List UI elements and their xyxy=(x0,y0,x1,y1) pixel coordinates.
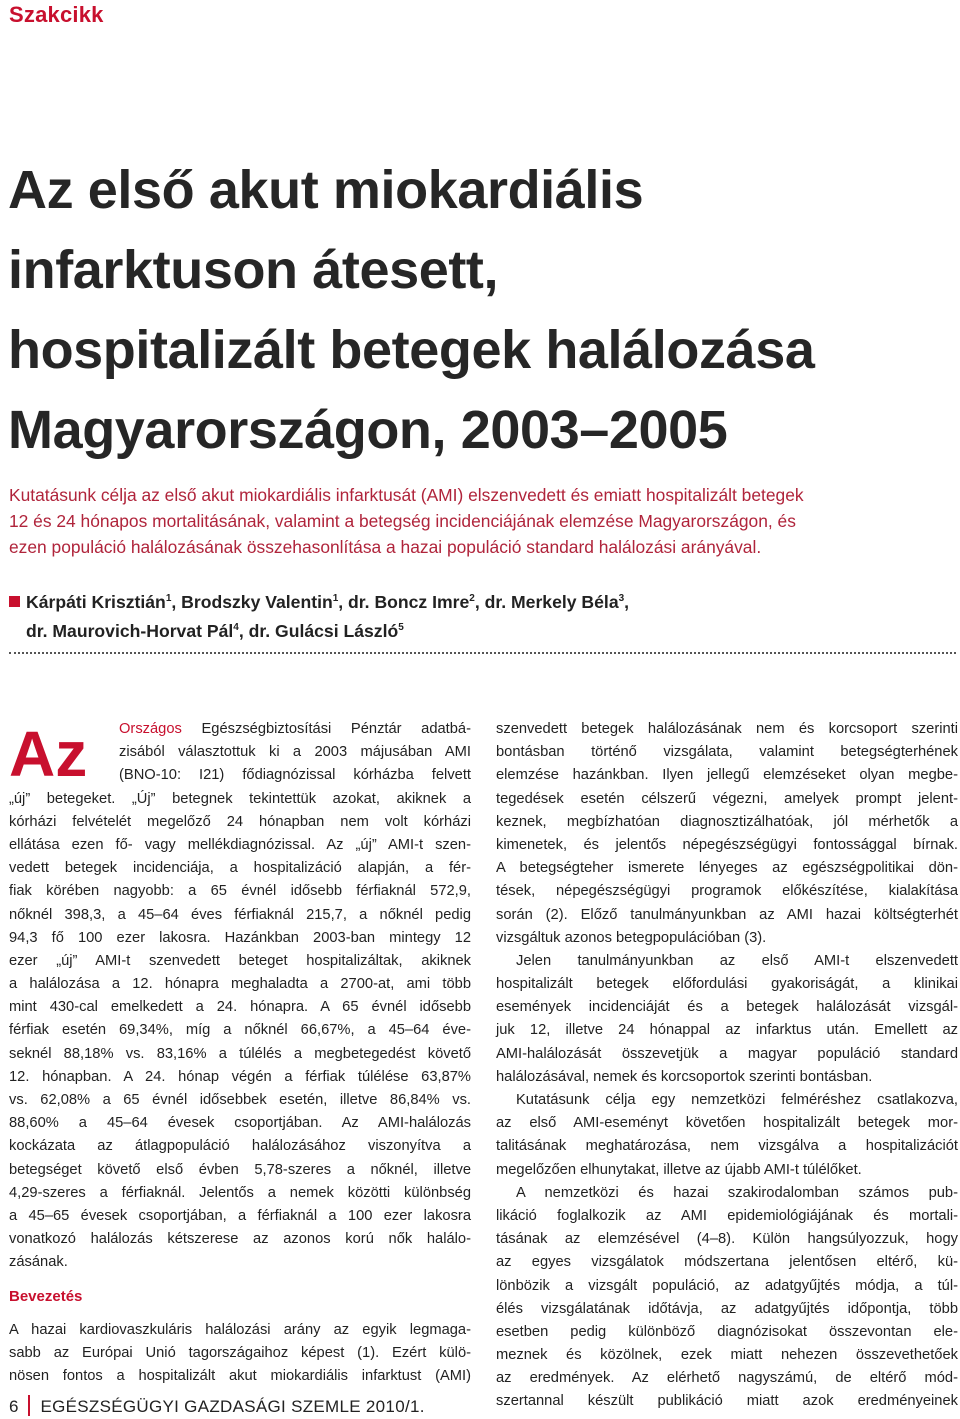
title-line: Az első akut miokardiális xyxy=(8,160,644,220)
affiliation-number: 1 xyxy=(332,593,339,604)
article-title xyxy=(8,150,953,470)
affiliation-number: 2 xyxy=(469,593,475,604)
bullet-square-icon xyxy=(9,596,20,607)
footer-separator xyxy=(28,1395,30,1416)
journal-name: EGÉSZSÉGÜGYI GAZDASÁGI SZEMLE 2010/1. xyxy=(40,1397,425,1416)
dotted-divider xyxy=(9,652,956,654)
body-line: nösen fontos a hospitalizált akut miokardiális infarktust (AMI) xyxy=(9,1368,471,1385)
body-line: halálozásával, nemek és korcsoportok szerinti bontásban. xyxy=(496,1068,873,1085)
body-line: „új” betegeket. „Új” betegnek tekintettük azokat, akiknek a xyxy=(9,790,471,807)
body-line: szenvedett betegek halálozásának nem és korcsoport szerinti xyxy=(496,721,958,737)
body-line: keznek, megbízhatóan diagnosztizálhatóak, jól mérhetők a xyxy=(496,813,958,830)
body-line: zásának. xyxy=(9,1254,68,1271)
body-line: az eredmények. Az elérhető nagyszámú, de eltérő mód- xyxy=(496,1370,958,1387)
affiliation-number: 4 xyxy=(233,621,239,633)
page-number: 6 xyxy=(9,1397,19,1416)
body-line: kimenetek, és jelentős népegészségügyi fontossággal bírnak. xyxy=(496,836,958,853)
author-name: Kárpáti Krisztián xyxy=(26,591,166,612)
body-line: nőknél 398,3, a 45–64 éves férfiaknál 215,7, a nőknél pedig xyxy=(9,906,471,923)
body-line: lönbözik a vizsgált populáció, az adatgyűjtés módja, a túl- xyxy=(496,1277,958,1294)
body-line: esetben pedig különböző diagnózisokat összevontan ele- xyxy=(496,1323,958,1340)
body-line: vizsgáltuk azonos betegpopulációban (3). xyxy=(496,929,767,946)
drop-cap: Az xyxy=(9,718,88,790)
body-line: az egyes vizsgálatok módszertana jelentősen eltérő, kü- xyxy=(496,1254,958,1271)
title-line: Magyarországon, 2003–2005 xyxy=(8,400,728,460)
section-label: Szakcikk xyxy=(9,2,104,27)
author-separator: , xyxy=(624,591,630,612)
lead-line: ezen populáció halálozásának összehasonlítása a hazai populáció standard halálozási arányával. xyxy=(9,537,762,557)
body-line: a 45–65 évesek csoportjában, a férfiaknál a 100 ezer lakosra xyxy=(9,1207,471,1224)
author-name: , Brodszky Valentin xyxy=(171,591,333,612)
lead-line: 12 és 24 hónapos mortalitásának, valamint a betegség incidenciájának elemzése Magyarországon, és xyxy=(9,511,796,531)
body-line: tegedések esetén célszerű végezni, amelyek prompt jelent- xyxy=(496,790,958,807)
body-line: bontásban történő vizsgálata, valamint betegségterhének xyxy=(496,744,958,761)
body-line: kockázata az átlagpopuláció halálozásához viszonyítva a xyxy=(9,1138,471,1155)
body-line: vonatkozó halálozás kétszerese az azonos korú nők halálo- xyxy=(9,1231,471,1248)
body-line: mint 430-cal emelkedett a 24. hónapra. A 65 évnél idősebb xyxy=(9,999,471,1016)
title-line: hospitalizált betegek halálozása xyxy=(8,320,815,380)
body-line: juk 12, illetve 24 hónappal az infarktus után. Emellett az xyxy=(496,1022,958,1039)
body-line: likáció foglalkozik az AMI epidemiológiájának és mortali- xyxy=(496,1207,958,1224)
body-line: események incidenciáját és a betegek halálozását vizsgál- xyxy=(496,999,958,1016)
lead-abstract xyxy=(9,482,954,560)
body-line: során (2). Előző tanulmányunkban az AMI hazai költségterhét xyxy=(496,906,958,923)
body-line: A hazai kardiovaszkuláris halálozási arány az egyik legmaga- xyxy=(9,1321,471,1338)
body-line: AMI-halálozását összevetjük a magyar populáció standard xyxy=(496,1045,958,1062)
body-line: meznek és közölnek, ezek miatt nehezen összevethetőek xyxy=(496,1347,958,1364)
author-name: dr. Maurovich-Horvat Pál xyxy=(26,620,234,641)
title-line: infarktuson átesett, xyxy=(8,240,499,300)
affiliation-number: 5 xyxy=(398,621,404,633)
body-line: férfiak esetén 69,34%, míg a nőknél 66,67%, a 45–64 éve- xyxy=(9,1022,471,1039)
body-line: kórházi felvételét megelőző 24 hónapban nem volt kórházi xyxy=(9,813,471,830)
body-line: seknél 88,18% vs. 83,16% a túlélés a megbetegedést követő xyxy=(9,1045,471,1062)
lead-line: Kutatásunk célja az első akut miokardiális infarktusát (AMI) elszenvedett és emiatt hospitalizált betegek xyxy=(9,485,804,505)
body-line: élés vizsgálatának időtávja, az adatgyűjtés időpontja, több xyxy=(496,1300,958,1317)
section-heading: Bevezetés xyxy=(9,1287,83,1305)
left-column xyxy=(9,718,471,1388)
body-line: 12. hónapban. A 24. hónap végén a férfiak túlélése 63,87% xyxy=(9,1068,471,1085)
body-line: 88,60% a 45–64 évesek csoportjában. Az AMI-halálozás xyxy=(9,1115,471,1132)
body-line: megelőzően elhunytakat, illetve az újabb AMI-t túlélőket. xyxy=(496,1161,862,1178)
affiliation-number: 1 xyxy=(165,593,172,604)
body-line: Kutatásunk célja egy nemzetközi felméréshez csatlakozva, xyxy=(516,1092,958,1108)
body-line: Jelen tanulmányunkban az első AMI-t elszenvedett xyxy=(516,952,958,969)
body-line: vs. 62,08% a 65 évnél idősebbek esetén, illetve 86,84% vs. xyxy=(9,1092,471,1108)
body-text: Egészségbiztosítási Pénztár adatbá- xyxy=(181,721,471,737)
author-list xyxy=(9,586,954,644)
body-line: betegséget követő első évben 5,78-szeres a nőknél, illetve xyxy=(9,1161,471,1178)
author-name: , dr. Gulácsi László xyxy=(238,620,399,641)
author-name: , dr. Merkely Béla xyxy=(474,591,619,612)
body-line: elemzése hazánkban. Ilyen jellegű elemzéseket olyan megbe- xyxy=(496,767,958,784)
body-line: az első AMI-eseményt követően hospitalizált betegek mor- xyxy=(496,1115,958,1132)
body-line: 94,3 fő 100 ezer lakosra. Hazánkban 2003-ban mintegy 12 xyxy=(9,929,471,946)
affiliation-number: 3 xyxy=(618,593,625,604)
intro-red-word: Országos xyxy=(119,721,182,737)
body-line: vedett betegek incidenciája, a hospitalizáció alapján, a fér- xyxy=(9,860,471,877)
body-line: A nemzetközi és hazai szakirodalomban számos pub- xyxy=(516,1184,958,1201)
author-line xyxy=(9,586,954,615)
right-column xyxy=(496,718,958,1414)
body-line: zisából választottuk ki a 2003 májusában AMI xyxy=(119,744,471,761)
body-line: 4,29-szeres a férfiaknál. Jelentős a nemek közötti különbség xyxy=(9,1184,471,1201)
body-line: tések, népegészségügyi programok előkészítése, kialakítása xyxy=(496,883,958,900)
body-line: A betegségteher ismerete lényeges az egészségpolitikai dön- xyxy=(496,860,958,877)
body-line: ezer „új” AMI-t szenvedett beteget hospitalizáltak, akiknek xyxy=(9,952,471,969)
body-line: szertannal készült publikáció miatt azok eredményeinek xyxy=(496,1393,958,1410)
page-footer xyxy=(9,1395,425,1417)
body-line: (BNO-10: I21) fődiagnózissal kórházba felvett xyxy=(119,767,471,784)
body-line: hospitalizált betegek előfordulási gyakoriságát, a klinikai xyxy=(496,976,958,993)
body-line: tásának az elemzésével (4–8). Külön hangsúlyozzuk, hogy xyxy=(496,1231,958,1248)
body-line: talitásának meghatározása, nem vizsgálva a hospitalizációt xyxy=(496,1138,958,1155)
body-line: a halálozása a 12. hónapra meghaladta a 2700-at, ami több xyxy=(9,976,471,993)
body-line: ellátása ezen fő- vagy mellékdiagnózissal. Az „új” AMI-t szen- xyxy=(9,836,471,853)
author-name: , dr. Boncz Imre xyxy=(338,591,470,612)
body-line: fiak körében nagyobb: a 65 évnél idősebb férfiaknál 572,9, xyxy=(9,883,471,900)
body-line: sabb az Európai Unió tagországaihoz képest (1). Ezért külö- xyxy=(9,1344,471,1361)
author-line xyxy=(9,615,954,644)
